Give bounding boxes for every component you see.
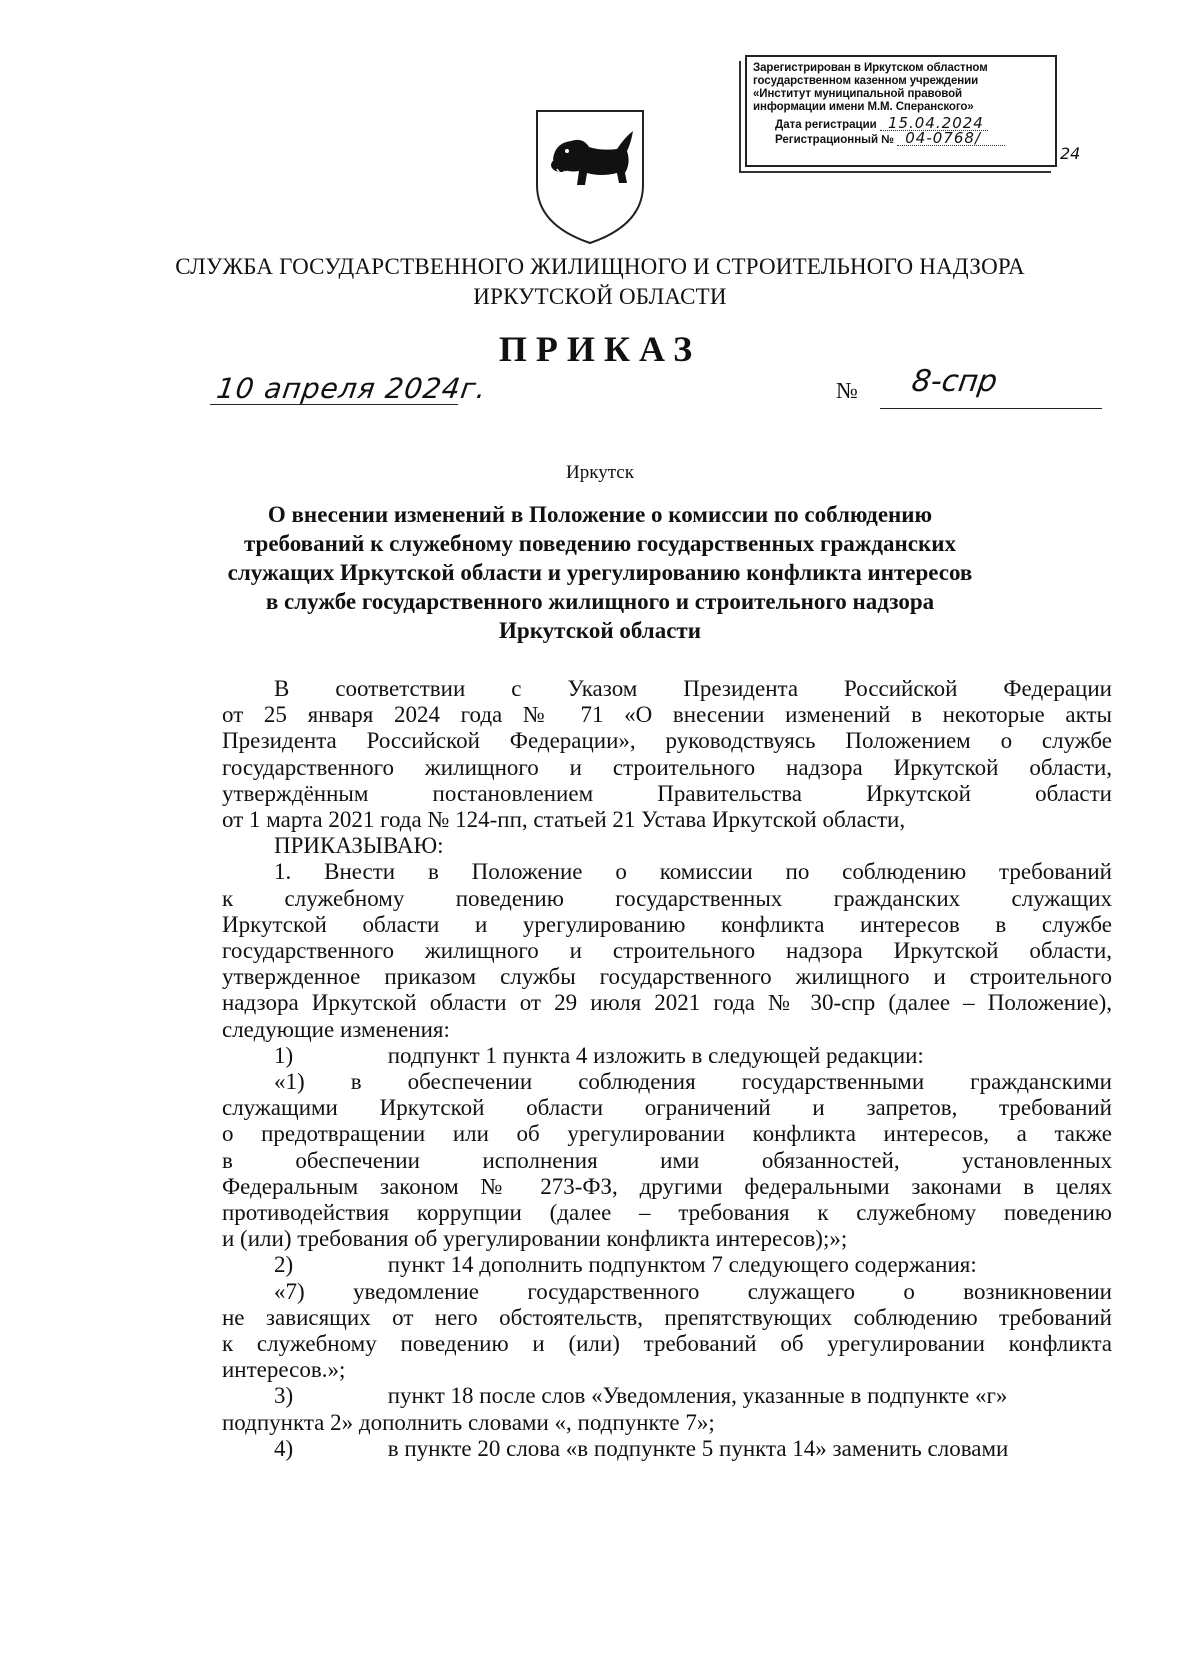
stamp-date-row bbox=[753, 114, 1049, 132]
preamble-line: государственного жилищного и строительного надзора Иркутской области, bbox=[222, 754, 1112, 780]
subitem-number: 4) bbox=[274, 1435, 294, 1461]
title-line: служащих Иркутской области и урегулированию конфликта интересов bbox=[227, 560, 973, 585]
subitem-3 bbox=[222, 1383, 1112, 1409]
agency-name-line2: ИРКУТСКОЙ ОБЛАСТИ bbox=[473, 284, 727, 309]
order-title bbox=[130, 500, 1070, 645]
subitem-text: пункт 18 после слов «Уведомления, указанные в подпункте «г» bbox=[387, 1383, 1008, 1409]
stamp-date-value: 15.04.2024 bbox=[880, 117, 988, 131]
subitem-text: в пункте 20 слова «в подпункте 5 пункта 14» заменить словами bbox=[387, 1435, 1009, 1461]
subitem-text: подпункт 1 пункта 4 изложить в следующей редакции: bbox=[387, 1042, 924, 1068]
coat-of-arms-emblem bbox=[531, 107, 649, 247]
stamp-reg-suffix: 24 bbox=[1060, 144, 1081, 163]
subitem-4 bbox=[222, 1436, 1112, 1462]
quote1-line: служащими Иркутской области ограничений и запретов, требований bbox=[222, 1095, 1112, 1121]
registration-stamp bbox=[745, 55, 1057, 167]
title-line: требований к служебному поведению государственных гражданских bbox=[243, 531, 957, 556]
item1-line: надзора Иркутской области от 29 июля 2021 года № 30-спр (далее – Положение), bbox=[222, 990, 1112, 1016]
stamp-reg-row bbox=[753, 129, 1049, 147]
stamp-reg-value: 04-0768/ bbox=[897, 132, 1005, 146]
item1-line: 1. Внести в Положение о комиссии по соблюдению требований bbox=[274, 859, 1112, 885]
order-number: 8-спр bbox=[909, 364, 1000, 399]
preamble-line: от 25 января 2024 года № 71 «О внесении изменений в некоторые акты bbox=[222, 702, 1112, 728]
item1-line: к служебному поведению государственных гражданских служащих bbox=[222, 885, 1112, 911]
stamp-line: информации имени М.М. Сперанского» bbox=[753, 101, 974, 113]
number-sign: № bbox=[836, 378, 858, 403]
quote2-line: не зависящих от него обстоятельств, препятствующих соблюдению требований bbox=[222, 1304, 1112, 1330]
subitem-number: 1) bbox=[274, 1042, 294, 1068]
date-underline bbox=[210, 404, 458, 405]
title-line: в службе государственного жилищного и строительного надзора bbox=[265, 589, 935, 614]
quote1-line: противодействия коррупции (далее – требования к служебному поведению bbox=[222, 1200, 1112, 1226]
order-word: ПРИКАЗЫВАЮ: bbox=[274, 833, 444, 859]
stamp-line: «Институт муниципальной правовой bbox=[753, 88, 962, 100]
preamble-line: утверждённым постановлением Правительства Иркутской области bbox=[222, 780, 1112, 806]
agency-name-line1: СЛУЖБА ГОСУДАРСТВЕННОГО ЖИЛИЩНОГО И СТРОИТЕЛЬНОГО НАДЗОРА bbox=[175, 254, 1025, 279]
subitem-number: 3) bbox=[274, 1383, 294, 1409]
preamble-line: Президента Российской Федерации», руководствуясь Положением о службе bbox=[222, 728, 1112, 754]
subitem-1 bbox=[222, 1043, 1112, 1069]
stamp-line: Зарегистрирован в Иркутском областном bbox=[753, 62, 988, 74]
document-type-heading: ПРИКАЗ bbox=[498, 329, 702, 369]
preamble-line: от 1 марта 2021 года № 124-пп, статьей 21 Устава Иркутской области, bbox=[222, 807, 906, 833]
quote2-line: интересов.»; bbox=[222, 1357, 346, 1383]
item1-line: следующие изменения: bbox=[222, 1016, 450, 1042]
quote1-line: «1) в обеспечении соблюдения государственными гражданскими bbox=[274, 1069, 1112, 1095]
item1-line: Иркутской области и урегулированию конфликта интересов в службе bbox=[222, 911, 1112, 937]
quote1-line: о предотвращении или об урегулировании конфликта интересов, а также bbox=[222, 1121, 1112, 1147]
order-date: 10 апреля 2024г. bbox=[214, 372, 489, 405]
stamp-line: государственном казенном учреждении bbox=[753, 75, 979, 87]
number-underline bbox=[880, 408, 1102, 409]
quote2-line: к служебному поведению и (или) требований об урегулировании конфликта bbox=[222, 1331, 1112, 1357]
quote1-line: в обеспечении исполнения ими обязанностей, установленных bbox=[222, 1147, 1112, 1173]
stamp-reg-label: Регистрационный № bbox=[775, 134, 895, 146]
title-line: О внесении изменений в Положение о комиссии по соблюдению bbox=[267, 502, 933, 527]
subitem-2 bbox=[222, 1252, 1112, 1278]
quote1-line: и (или) требования об урегулировании конфликта интересов);»; bbox=[222, 1226, 848, 1252]
preamble-line: В соответствии с Указом Президента Российской Федерации bbox=[274, 676, 1112, 701]
subitem-number: 2) bbox=[274, 1252, 294, 1278]
stamp-date-label: Дата регистрации bbox=[775, 119, 877, 131]
order-body bbox=[222, 676, 1112, 1462]
title-line: Иркутской области bbox=[499, 618, 701, 643]
subitem-3-continuation: подпункта 2» дополнить словами «, подпункте 7»; bbox=[222, 1409, 715, 1435]
item1-line: утвержденное приказом службы государственного жилищного и строительного bbox=[222, 964, 1112, 990]
quote2-line: «7) уведомление государственного служащего о возникновении bbox=[274, 1278, 1112, 1304]
quote1-line: Федеральным законом № 273-ФЗ, другими федеральными законами в целях bbox=[222, 1173, 1112, 1199]
item1-line: государственного жилищного и строительного надзора Иркутской области, bbox=[222, 938, 1112, 964]
city-name: Иркутск bbox=[566, 462, 634, 483]
subitem-text: пункт 14 дополнить подпунктом 7 следующего содержания: bbox=[387, 1252, 977, 1278]
